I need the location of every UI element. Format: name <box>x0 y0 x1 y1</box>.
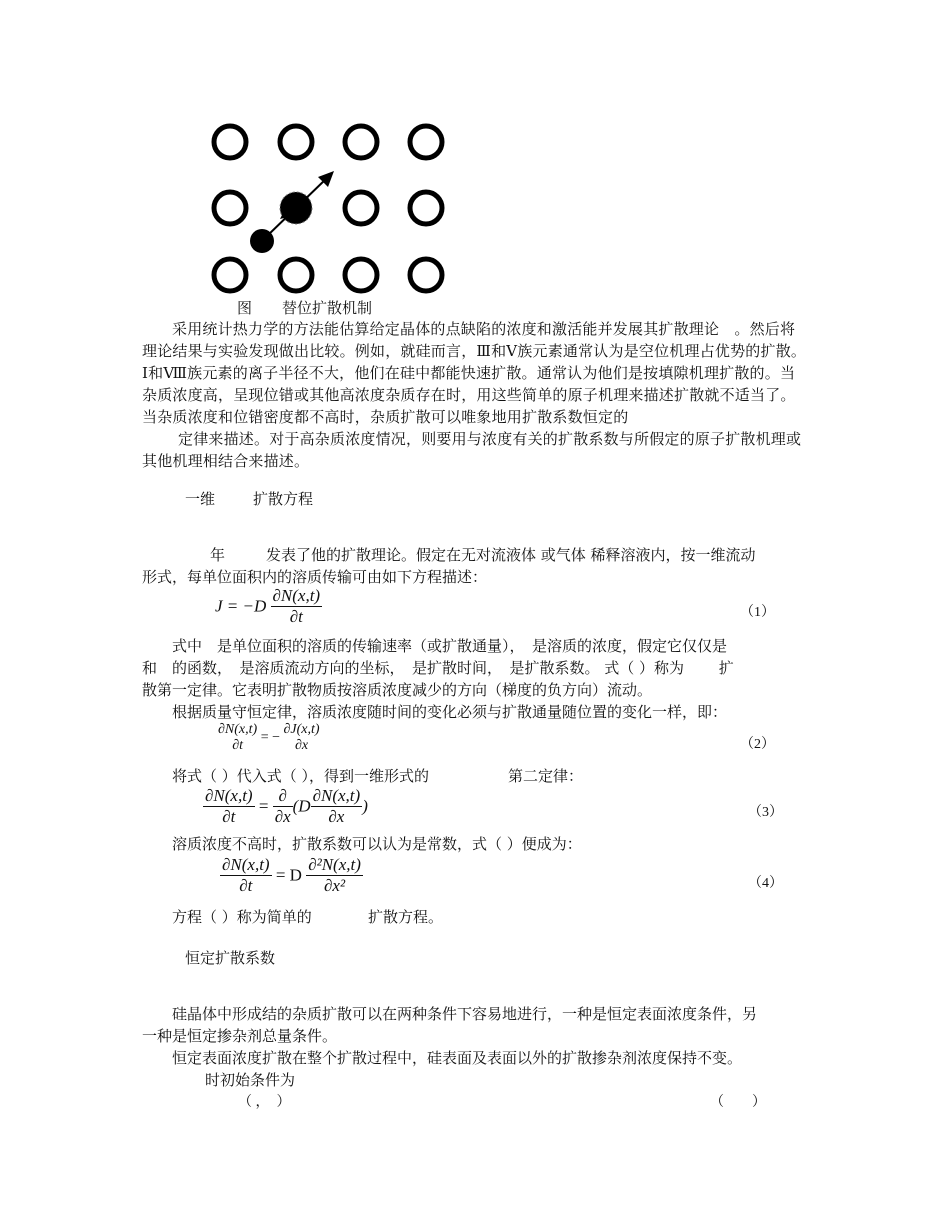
section-heading-part-a: 一维 <box>185 490 216 508</box>
eq2-num1: ∂N(x,t) <box>218 722 258 737</box>
lattice-atom <box>345 126 377 158</box>
second-law-text: 第二定律： <box>508 767 584 785</box>
eq3-number: （3） <box>748 805 783 820</box>
paragraph-theory-tail: 定律来描述。对于高杂质浓度情况，则要用与浓度有关的扩散系数与所假定的原子扩散机理或其他机理相结合来描述。 <box>142 430 802 470</box>
silicon-line2: 一种是恒定掺杂剂总量条件。 <box>142 1027 338 1045</box>
section-heading-constant: 恒定扩散系数 <box>185 949 276 967</box>
intro-year: 年 <box>210 546 226 564</box>
eq3-eq: = <box>258 796 269 816</box>
eq2-den1: ∂t <box>232 738 243 753</box>
section-heading-1d <box>185 488 313 510</box>
initial-condition: （ ， ） <box>238 1095 291 1110</box>
substitution-text: 将式（ ）代入式（ ），得到一维形式的 <box>172 767 430 785</box>
intro-line1: 发表了他的扩散理论。假定在无对流液体 或气体 稀释溶液内，按一维流动 <box>266 546 756 564</box>
eq3-num2: ∂ <box>273 786 293 807</box>
eq4-num1: ∂N(x,t) <box>222 855 270 874</box>
eq2-eq: = − <box>260 730 280 745</box>
lattice-atom <box>410 259 442 291</box>
lattice-atom <box>214 126 246 158</box>
constant-text: 溶质浓度不高时，扩散系数可以认为是常数，式（ ）便成为： <box>172 835 582 853</box>
simple-eq-b: 扩散方程。 <box>368 908 444 926</box>
eq3-den1: ∂t <box>222 807 236 826</box>
eq3-den3: ∂x <box>328 807 345 826</box>
lattice-diagram <box>200 115 460 300</box>
lattice-atom <box>280 126 312 158</box>
eq4-number: （4） <box>748 876 783 891</box>
lattice-atom <box>345 259 377 291</box>
lattice-atom <box>214 192 246 224</box>
explain-line3: 散第一定律。它表明扩散物质按溶质浓度减少的方向（梯度的负方向）流动。 <box>142 681 653 699</box>
eq3-num3: ∂N(x,t) <box>312 786 361 805</box>
paragraph-theory: 采用统计热力学的方法能估算给定晶体的点缺陷的浓度和激活能并发展其扩散理论 。然后将理论结果与实验发现做出比较。例如，就硅而言，Ⅲ和Ⅴ族元素通常认为是空位机理占优势的扩散。Ⅰ和Ⅷ族元素的离子半径不大，他们在硅中都能快速扩散。通常认为他们是按填隙机理扩散的。当杂质浓度高，呈现位错或其他高浓度杂质存在时，用这些简单的原子机理来描述扩散就不适当了。当杂质浓度和位错密度都不高时，杂质扩散可以唯象地用扩散系数恒定的 <box>142 320 807 426</box>
simple-eq-a: 方程（ ）称为简单的 <box>172 908 312 926</box>
equation-3 <box>203 786 368 827</box>
equation-2 <box>218 722 320 754</box>
lattice-atom <box>214 259 246 291</box>
silicon-line3: 恒定表面浓度扩散在整个扩散过程中，硅表面及表面以外的扩散掺杂剂浓度保持不变。 <box>172 1049 743 1067</box>
eq4-den1: ∂t <box>239 876 253 895</box>
eq3-num1: ∂N(x,t) <box>205 786 253 805</box>
eq4-num2: ∂²N(x,t) <box>308 855 361 874</box>
explain-line2: 和 的函数， 是溶质流动方向的坐标， 是扩散时间， 是扩散系数。 式（ ）称为 扩 <box>142 659 734 677</box>
section-heading-part-b: 扩散方程 <box>253 490 314 508</box>
figure-caption-prefix: 图 <box>237 299 253 317</box>
eq1-num: ∂N(x,t) <box>272 586 321 605</box>
intro-line2: 形式，每单位面积内的溶质传输可由如下方程描述： <box>142 568 488 586</box>
eq3-open: (D <box>292 796 311 816</box>
equation-1 <box>215 586 322 627</box>
equation-4 <box>220 855 363 896</box>
eq4-den2: ∂x² <box>324 876 346 895</box>
figure-caption-text: 替位扩散机制 <box>282 299 373 317</box>
explain-line4: 根据质量守恒定律，溶质浓度随时间的变化必须与扩散通量随位置的变化一样，即： <box>172 703 728 721</box>
eq2-den2: ∂x <box>294 738 309 753</box>
eq2-num2: ∂J(x,t) <box>283 722 320 737</box>
eq3-den2: ∂x <box>274 807 291 826</box>
eq1-den: ∂t <box>289 607 303 626</box>
initial-condition-number: （ ） <box>710 1095 766 1110</box>
eq4-eq: = D <box>275 865 302 885</box>
lattice-atom <box>345 192 377 224</box>
explain-line1: 式中 是单位面积的溶质的传输速率（或扩散通量）， 是溶质的浓度，假定它仅仅是 <box>172 637 728 655</box>
eq3-close: ) <box>362 796 368 816</box>
eq1-lhs: J = −D <box>215 596 267 616</box>
silicon-line1: 硅晶体中形成结的杂质扩散可以在两种条件下容易地进行，一种是恒定表面浓度条件，另 <box>172 1005 758 1023</box>
eq1-number: （1） <box>740 605 775 620</box>
lattice-atom <box>410 126 442 158</box>
lattice-atom <box>280 259 312 291</box>
eq2-number: （2） <box>740 737 775 752</box>
silicon-line4: 时初始条件为 <box>205 1071 296 1089</box>
lattice-atom <box>410 192 442 224</box>
figure-caption <box>237 297 372 319</box>
